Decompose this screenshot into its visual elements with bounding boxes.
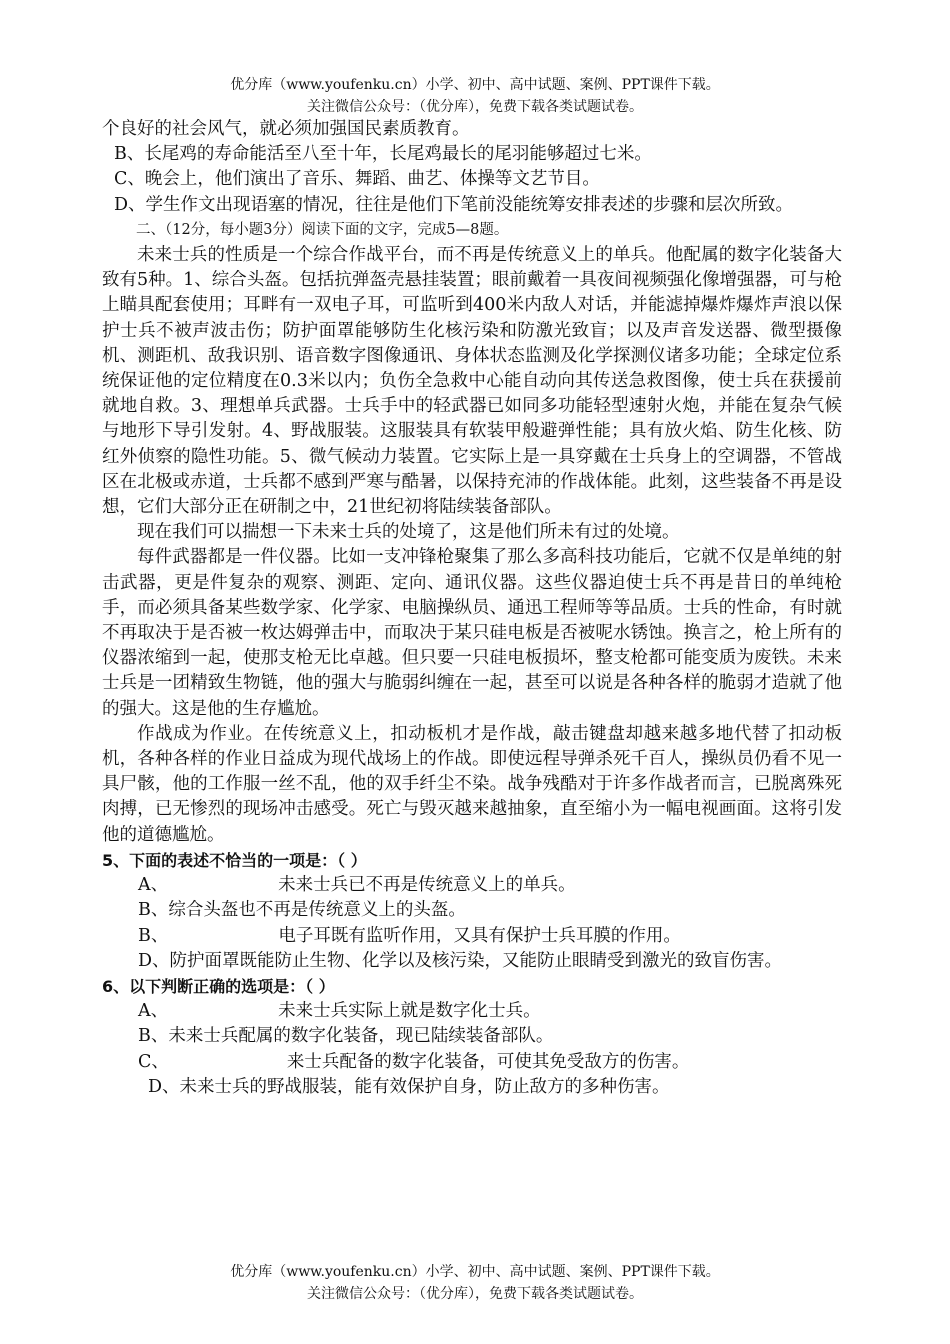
question-6-option-b: B、未来士兵配属的数字化装备，现已陆续装备部队。 — [138, 1026, 554, 1047]
question-5-option-b: B、综合头盔也不再是传统意义上的头盔。 — [138, 900, 466, 921]
option-label: B、 — [138, 925, 169, 946]
option-text: 电子耳既有监听作用，又具有保护士兵耳膜的作用。 — [278, 925, 681, 946]
option-text: 未来士兵实际上就是数字化士兵。 — [278, 1001, 541, 1022]
page-header — [0, 74, 950, 118]
question-6-option-d: D、未来士兵的野战服装，能有效保护自身，防止敌方的多种伤害。 — [148, 1076, 670, 1097]
prev-question-option-d: D、学生作文出现语塞的情况，往往是他们下笔前没能统筹安排表述的步骤和层次所致。 — [114, 194, 794, 215]
passage-paragraph-1: 未来士兵的性质是一个综合作战平台，而不再是传统意义上的单兵。他配属的数字化装备大致有5种。1、综合头盔。包括抗弹盔壳悬挂装置；眼前戴着一具夜间视频强化像增强器，可与枪上瞄具配套使用；耳畔有一双电子耳，可监听到400米内敌人对话，并能滤掉爆炸爆炸声浪以保护士兵不被声波击伤；防护面罩能够防生化核污染和防激光致盲；以及声音发送器、微型摄像机、测距机、敌我识别、语音数字图像通讯、身体状态监测及化学探测仪诸多功能；全球定位系统保证他的定位精度在0.3米以内；负伤全急救中心能自动向其传送急救图像，使士兵在获援前就地自救。3、理想单兵武器。士兵手中的轻武器已如同多功能轻型速射火炮，并能在复杂气候与地形下导引发射。4、野战服装。这服装具有软装甲般避弹性能；具有放火焰、防生化核、防红外侦察的隐性功能。5、微气候动力装置。它实际上是一具穿戴在士兵身上的空调器，不管战区在北极或赤道，士兵都不感到严寒与酷暑，以保持充沛的作战体能。此刻，这些装备不再是设想，它们大部分正在研制之中，21世纪初将陆续装备部队。 — [102, 245, 842, 518]
question-5-option-a — [102, 873, 842, 898]
option-label: C、 — [138, 1051, 169, 1072]
question-5-option-c — [102, 924, 842, 949]
footer-line-2: 关注微信公众号：（优分库），免费下载各类试题试卷。 — [307, 1286, 643, 1302]
header-line-2: 关注微信公众号：（优分库），免费下载各类试题试卷。 — [307, 99, 643, 115]
question-5-stem: 5、下面的表述不恰当的一项是：（ ） — [102, 850, 367, 870]
document-body — [102, 117, 842, 1100]
footer-line-1: 优分库（www.youfenku.cn）小学、初中、高中试题、案例、PPT课件下载。 — [230, 1264, 720, 1280]
question-6-option-c — [102, 1050, 842, 1075]
section-2-heading: 二、（12分，每小题3分）阅读下面的文字，完成5—8题。 — [136, 221, 509, 238]
prev-question-option-b: B、长尾鸡的寿命能活至八至十年，长尾鸡最长的尾羽能够超过七米。 — [114, 144, 652, 165]
prev-question-option-c: C、晚会上，他们演出了音乐、舞蹈、曲艺、体操等文艺节目。 — [114, 169, 600, 190]
option-label: A、 — [138, 1001, 169, 1022]
question-6-stem: 6、以下判断正确的选项是：（ ） — [102, 976, 335, 996]
passage-paragraph-2: 现在我们可以揣想一下未来士兵的处境了，这是他们所未有过的处境。 — [137, 522, 680, 543]
question-5-option-d: D、防护面罩既能防止生物、化学以及核污染，又能防止眼睛受到激光的致盲伤害。 — [138, 950, 783, 971]
passage-paragraph-4: 作战成为作业。在传统意义上，扣动板机才是作战，敲击键盘却越来越多地代替了扣动板机，各种各样的作业日益成为现代战场上的作战。即使远程导弹杀死千百人，操纵员仍看不见一具尸骸，他的工作服一丝不乱，他的双手纤尘不染。战争残酷对于许多作战者而言，已脱离殊死肉搏，已无惨烈的现场冲击感受。死亡与毁灭越来越抽象，直至缩小为一幅电视画面。这将引发他的道德尴尬。 — [102, 723, 842, 845]
page-footer — [0, 1261, 950, 1305]
header-line-1: 优分库（www.youfenku.cn）小学、初中、高中试题、案例、PPT课件下载。 — [230, 77, 720, 93]
option-label: A、 — [138, 875, 169, 896]
question-6-option-a — [102, 999, 842, 1024]
passage-paragraph-3: 每件武器都是一件仪器。比如一支冲锋枪聚集了那么多高科技功能后，它就不仅是单纯的射击武器，更是件复杂的观察、测距、定向、通讯仪器。这些仪器迫使士兵不再是昔日的单纯枪手，而必须具备某些数学家、化学家、电脑操纵员、通迅工程师等等品质。士兵的性命，有时就不再取决于是否被一枚达姆弹击中，而取决于某只硅电板是否被呢水锈蚀。换言之，枪上所有的仪器浓缩到一起，使那支枪无比卓越。但只要一只硅电板损坏，整支枪都可能变质为废铁。未来士兵是一团精致生物链，他的强大与脆弱纠缠在一起，甚至可以说是各种各样的脆弱才造就了他的强大。这是他的生存尴尬。 — [102, 547, 842, 719]
option-text: 未来士兵已不再是传统意义上的单兵。 — [278, 875, 576, 896]
option-text: 来士兵配备的数字化装备，可使其免受敌方的伤害。 — [286, 1051, 690, 1072]
prev-question-a-tail: 个良好的社会风气，就必须加强国民素质教育。 — [102, 119, 470, 139]
